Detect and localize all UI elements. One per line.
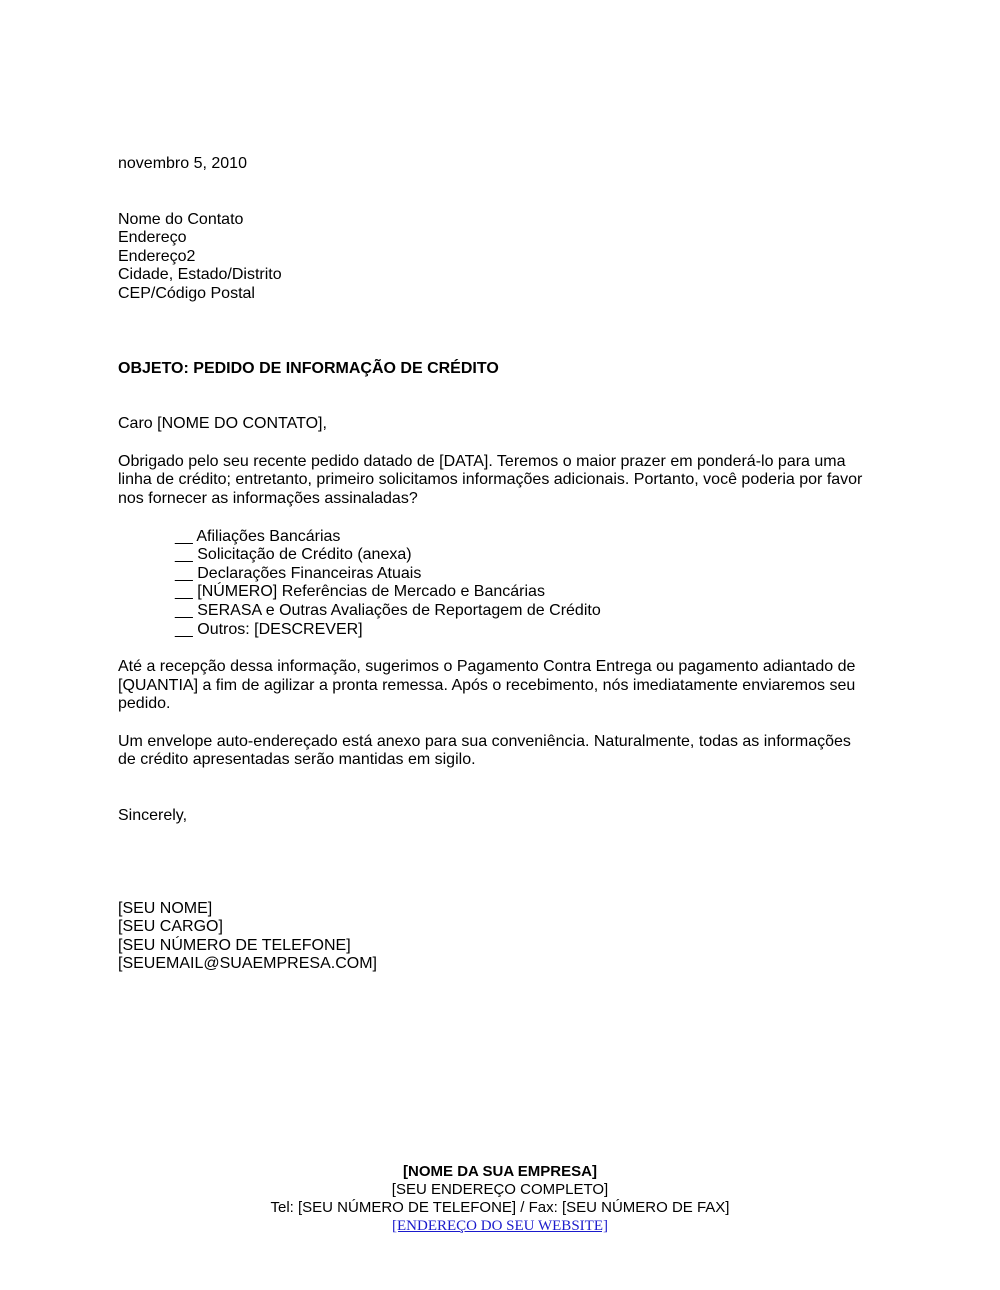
paragraph-line: Até a recepção dessa informação, sugerimos o Pagamento Contra Entrega ou pagamento adiantado de xyxy=(118,658,856,676)
recipient-address xyxy=(118,211,888,304)
footer-address: [SEU ENDEREÇO COMPLETO] xyxy=(391,1181,609,1198)
information-checklist xyxy=(175,528,888,640)
paragraph-line: [QUANTIA] a fim de agilizar a pronta remessa. Após o recebimento, nós imediatamente enviaremos seu xyxy=(118,676,856,694)
paragraph-line: nos fornecer as informações assinaladas? xyxy=(118,489,418,507)
paragraph-line: de crédito apresentadas serão mantidas em sigilo. xyxy=(118,751,476,769)
recipient-line: Cidade, Estado/Distrito xyxy=(118,266,282,284)
checklist-item: __ Solicitação de Crédito (anexa) xyxy=(175,546,412,564)
signature-line: [SEUEMAIL@SUAEMPRESA.COM] xyxy=(118,955,377,973)
closing: Sincerely, xyxy=(118,807,188,825)
paragraph-line: Obrigado pelo seu recente pedido datado de [DATA]. Teremos o maior prazer em ponderá-lo para uma xyxy=(118,452,846,470)
letter-date: novembro 5, 2010 xyxy=(118,155,247,172)
paragraph-line: pedido. xyxy=(118,695,171,713)
signature-block xyxy=(118,900,888,974)
checklist-item: __ SERASA e Outras Avaliações de Reportagem de Crédito xyxy=(175,601,601,619)
checklist-item: __ [NÚMERO] Referências de Mercado e Bancárias xyxy=(175,583,545,601)
recipient-line: Endereço xyxy=(118,229,187,247)
salutation: Caro [NOME DO CONTATO], xyxy=(118,415,327,433)
footer-company: [NOME DA SUA EMPRESA] xyxy=(403,1163,597,1180)
checklist-item: __ Declarações Financeiras Atuais xyxy=(175,564,422,582)
subject-line: OBJETO: PEDIDO DE INFORMAÇÃO DE CRÉDITO xyxy=(118,359,499,377)
footer-contact: Tel: [SEU NÚMERO DE TELEFONE] / Fax: [SEU NÚMERO DE FAX] xyxy=(270,1199,730,1216)
paragraph-line: Um envelope auto-endereçado está anexo para sua conveniência. Naturalmente, todas as informações xyxy=(118,732,851,750)
signature-line: [SEU CARGO] xyxy=(118,918,223,936)
footer-website-link[interactable]: [ENDEREÇO DO SEU WEBSITE] xyxy=(392,1218,608,1234)
signature-line: [SEU NÚMERO DE TELEFONE] xyxy=(118,936,351,954)
recipient-line: CEP/Código Postal xyxy=(118,284,255,302)
paragraph-line: linha de crédito; entretanto, primeiro solicitamos informações adicionais. Portanto, você poderia por favor xyxy=(118,471,863,489)
letter-body xyxy=(118,155,888,974)
checklist-item: __ Afiliações Bancárias xyxy=(175,527,341,545)
paragraph-envelope xyxy=(118,733,888,770)
letterhead-footer xyxy=(0,1163,1000,1235)
paragraph-request xyxy=(118,453,888,509)
recipient-line: Endereço2 xyxy=(118,247,196,265)
paragraph-payment xyxy=(118,658,888,714)
signature-line: [SEU NOME] xyxy=(118,899,213,917)
recipient-line: Nome do Contato xyxy=(118,210,244,228)
checklist-item: __ Outros: [DESCREVER] xyxy=(175,620,363,638)
